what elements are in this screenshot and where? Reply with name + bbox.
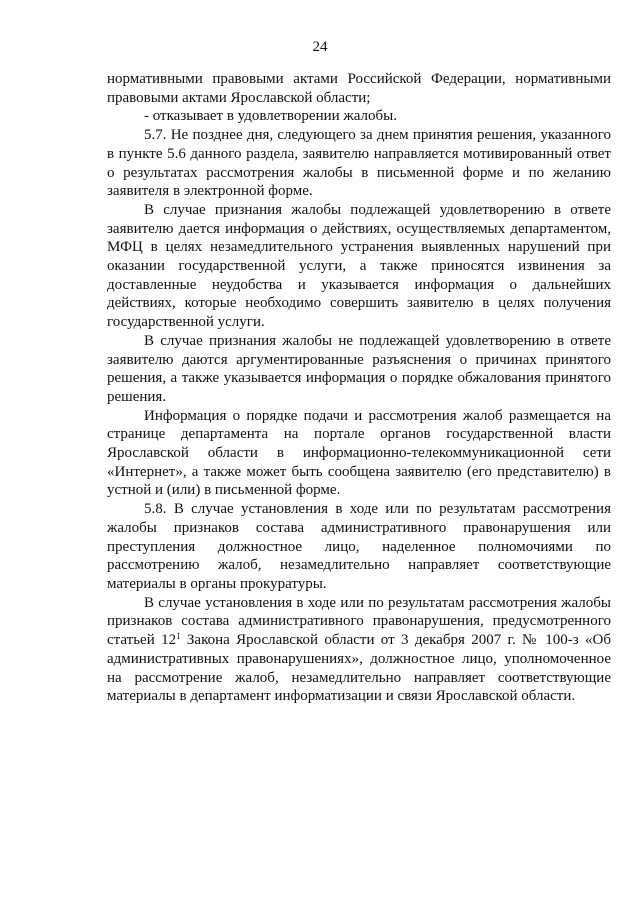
paragraph-offence-referral	[107, 594, 611, 706]
paragraph-5-7: 5.7. Не позднее дня, следующего за днем принятия решения, указанного в пункте 5.6 данного раздела, заявителю направляется мотивированный ответ о результатах рассмотрения жалобы в письменной форме и по желанию заявителя в электронной форме.	[107, 127, 611, 200]
offence-text-end: Закона Ярославской области от 3 декабря 2007 г. № 100-з «Об административных правонарушениях», должностное лицо, уполномоченное на рассмотрение жалоб, незамедлительно направляет соответствующие материалы в департамент информатизации и связи Ярославской области.	[107, 632, 611, 705]
paragraph-refuse-complaint: - отказывает в удовлетворении жалобы.	[144, 108, 398, 125]
paragraph-continuation: нормативными правовыми актами Российской Федерации, нормативными правовыми актами Ярославской области;	[107, 71, 611, 106]
offence-text-start: В случае установления в ходе или по результатам рассмотрения жалобы признаков состава административного правонарушения, предусмотренного статьей 12	[107, 594, 611, 649]
paragraph-5-8: 5.8. В случае установления в ходе или по результатам рассмотрения жалобы признаков состава административного правонарушения или преступления должностное лицо, наделенное полномочиями по рассмотрению жалоб, незамедлительно направляет соответствующие материалы в органы прокуратуры.	[107, 501, 611, 592]
paragraph-complaint-satisfied: В случае признания жалобы подлежащей удовлетворению в ответе заявителю дается информация о действиях, осуществляемых департаментом, МФЦ в целях незамедлительного устранения выявленных нарушений при оказании государственной услуги, а также приносятся извинения за доставленные неудобства и указывается информация о дальнейших действиях, которые необходимо совершить заявителю в целях получения государственной услуги.	[107, 201, 611, 331]
document-body	[107, 70, 611, 706]
paragraph-information-placement: Информация о порядке подачи и рассмотрения жалоб размещается на странице департамента на портале органов государственной власти Ярославской области в информационно-телекоммуникационной сети «Интернет», а также может быть сообщена заявителю (его представителю) в устной и (или) в письменной форме.	[107, 407, 611, 499]
paragraph-complaint-not-satisfied: В случае признания жалобы не подлежащей удовлетворению в ответе заявителю даются аргументированные разъяснения о причинах принятого решения, а также указывается информация о порядке обжалования принятого решения.	[107, 332, 611, 405]
page-number: 24	[312, 39, 328, 55]
article-superscript: 1	[176, 631, 181, 642]
